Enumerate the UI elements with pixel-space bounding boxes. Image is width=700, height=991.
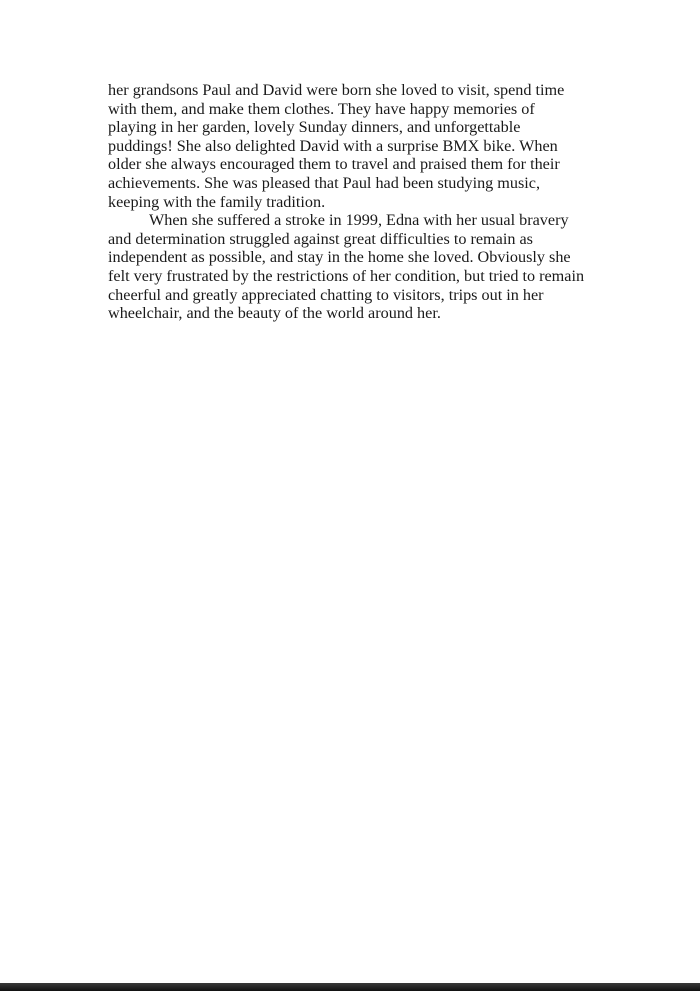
paragraph-2 xyxy=(108,211,598,323)
text-line: When she suffered a stroke in 1999, Edna with her usual bravery xyxy=(149,211,569,230)
body-text xyxy=(108,81,598,323)
text-line: playing in her garden, lovely Sunday dinners, and unforgettable xyxy=(108,118,521,137)
text-line: her grandsons Paul and David were born she loved to visit, spend time xyxy=(108,81,565,99)
text-line: independent as possible, and stay in the home she loved. Obviously she xyxy=(108,248,571,267)
text-line: keeping with the family tradition. xyxy=(108,192,326,211)
text-line: felt very frustrated by the restrictions of her condition, but tried to remain xyxy=(108,266,585,285)
scan-bottom-edge xyxy=(0,983,700,991)
text-line: cheerful and greatly appreciated chatting to visitors, trips out in her xyxy=(108,285,544,304)
text-line: and determination struggled against great difficulties to remain as xyxy=(108,229,533,248)
text-line: achievements. She was pleased that Paul had been studying music, xyxy=(108,173,541,192)
text-line: puddings! She also delighted David with a surprise BMX bike. When xyxy=(108,136,558,155)
paragraph-1 xyxy=(108,81,598,211)
text-line: older she always encouraged them to travel and praised them for their xyxy=(108,155,560,174)
text-line: with them, and make them clothes. They have happy memories of xyxy=(108,99,535,118)
text-line: wheelchair, and the beauty of the world around her. xyxy=(108,304,441,323)
